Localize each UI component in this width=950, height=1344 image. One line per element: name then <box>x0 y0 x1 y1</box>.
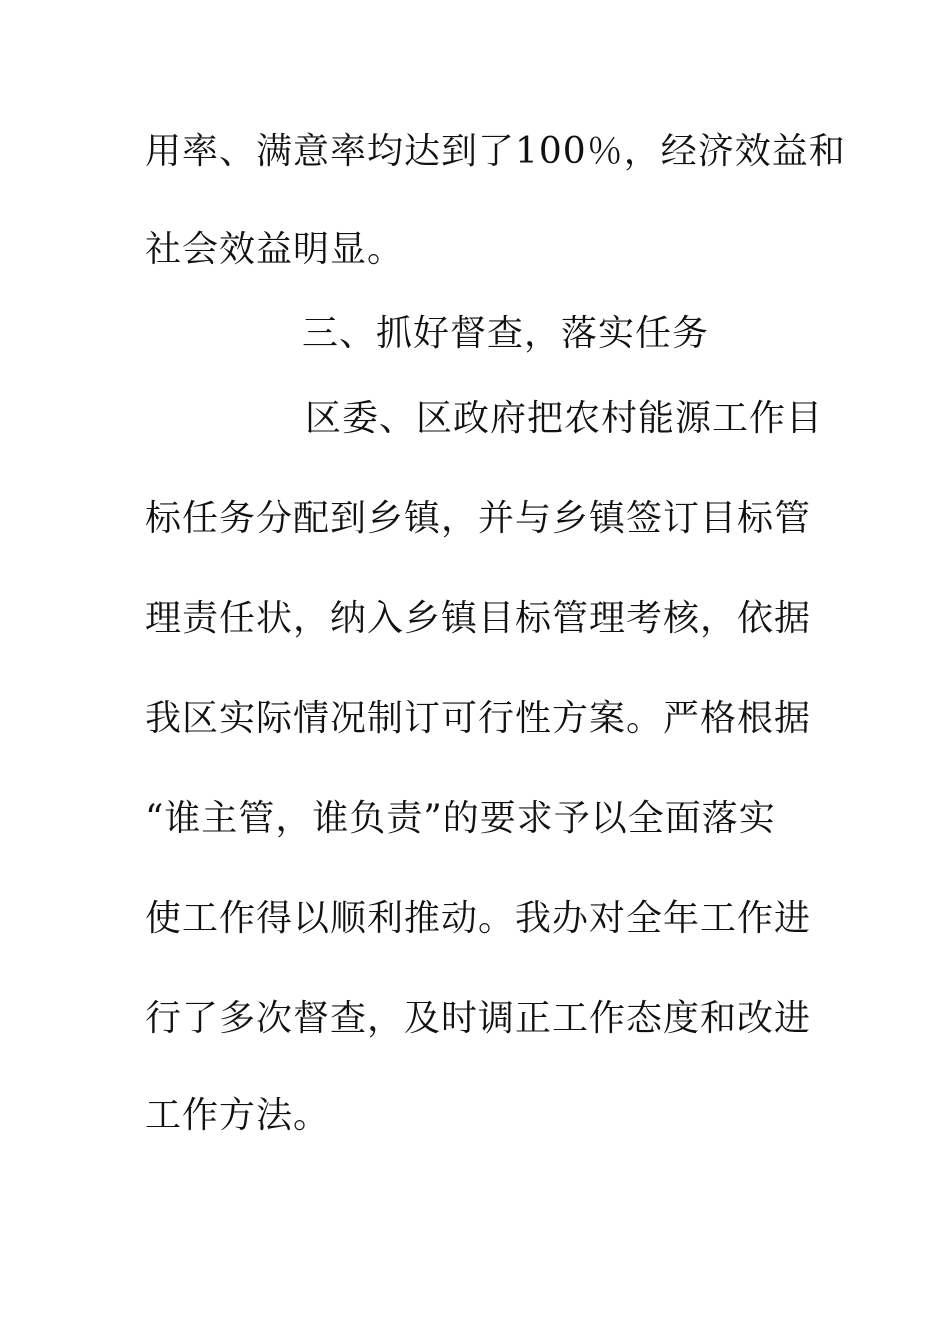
section-heading: 三、抓好督查，落实任务 <box>302 313 710 354</box>
paragraph-line-4: 标任务分配到乡镇，并与乡镇签订目标管 <box>145 498 812 539</box>
paragraph-line-8: 使工作得以顺利推动。我办对全年工作进 <box>145 898 812 939</box>
paragraph-line-5: 理责任状，纳入乡镇目标管理考核，依据 <box>145 598 812 639</box>
paragraph-line-2: 社会效益明显。 <box>145 229 405 270</box>
paragraph-line-6: 我区实际情况制订可行性方案。严格根据 <box>145 698 812 739</box>
paragraph-line-10: 工作方法。 <box>145 1095 331 1136</box>
paragraph-line-9: 行了多次督查，及时调正工作态度和改进 <box>145 998 812 1039</box>
paragraph-line-1: 用率、满意率均达到了100％，经济效益和 <box>145 131 846 172</box>
paragraph-line-3: 区委、区政府把农村能源工作目 <box>305 398 824 439</box>
paragraph-line-7: “谁主管，谁负责”的要求予以全面落实 <box>145 798 776 839</box>
